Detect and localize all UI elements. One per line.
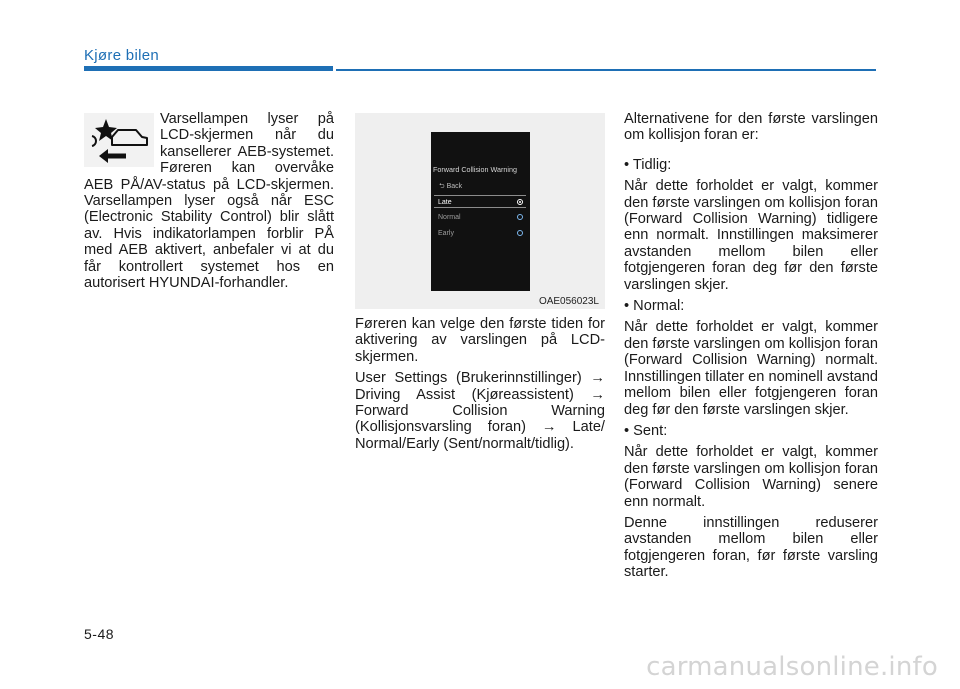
option-desc-sent-2: Denne innstillingen reduserer avstanden mellom bilen eller fotgjengeren foran, før første varsling starter. — [624, 514, 878, 581]
lcd-option-label: Early — [438, 230, 454, 237]
page-number: 5-48 — [84, 626, 115, 642]
option-title-normal: • Normal: — [624, 298, 878, 314]
column-2 — [355, 316, 605, 457]
column-2-p2: User Settings (Brukerinnstillinger) → Driving Assist (Kjøreassistent) → Forward Collision Warning (Kollisjonsvarsling foran) → Late/ Normal/Early (Sent/normalt/tidlig). — [355, 370, 605, 452]
radio-selected-icon — [517, 199, 523, 205]
column-1 — [84, 111, 334, 296]
option-desc-sent: Når dette forholdet er valgt, kommer den første varslingen om kollisjon foran (Forward Collision Warning) senere enn normalt. — [624, 444, 878, 510]
column-3-intro: Alternativene for den første varslingen om kollisjon foran er: — [624, 111, 878, 144]
lcd-figure — [355, 113, 605, 309]
back-arrow-icon: ⮌ — [439, 183, 445, 190]
aeb-warning-icon — [84, 113, 154, 167]
lcd-option-normal — [434, 211, 526, 224]
lcd-option-label: Normal — [438, 214, 461, 221]
lcd-back-button — [439, 182, 462, 193]
column-3 — [624, 111, 878, 586]
section-title: Kjøre bilen — [84, 47, 159, 64]
radio-icon — [517, 230, 523, 236]
lcd-screen — [431, 132, 530, 291]
option-title-tidlig: • Tidlig: — [624, 157, 878, 173]
radio-icon — [517, 214, 523, 220]
lcd-title: Forward Collision Warning — [433, 165, 518, 174]
option-desc-tidlig: Når dette forholdet er valgt, kommer den første varslingen om kollisjon foran (Forward Collision Warning) tidligere enn normalt. Innstillingen maksimerer avstanden mellom bilen eller fotgjengeren foran deg før den første varslingen skjer. — [624, 178, 878, 293]
column-2-p1: Føreren kan velge den første tiden for aktivering av varslingen på LCD-skjermen. — [355, 316, 605, 365]
lcd-back-label: Back — [446, 183, 463, 190]
figure-code: OAE056023L — [538, 296, 599, 307]
option-desc-normal: Når dette forholdet er valgt, kommer den første varslingen om kollisjon foran (Forward Collision Warning) normalt. Innstillingen tillater en nominell avstand mellom bilen eller fotgjengeren foran deg før den første varslingen skjer. — [624, 319, 878, 418]
header-rule-thin — [336, 69, 876, 71]
watermark: carmanualsonline.info — [646, 652, 938, 682]
option-title-sent: • Sent: — [624, 423, 878, 439]
lcd-option-label: Late — [438, 199, 452, 206]
lcd-option-early — [434, 227, 526, 240]
column-1-text: Varsellampen lyser på LCD-skjermen når du kansellerer AEB-systemet. Føreren kan overvåke AEB PÅ/AV-status på LCD-skjermen. Varsellampen lyser også når ESC (Electronic Stability Control) blir slått av. Hvis indikatorlampen forblir PÅ med AEB aktivert, anbefaler vi at du får kontrollert systemet hos en autorisert HYUNDAI-forhandler. — [84, 111, 334, 292]
lcd-option-late — [434, 195, 526, 208]
header-rule-thick — [84, 66, 333, 71]
